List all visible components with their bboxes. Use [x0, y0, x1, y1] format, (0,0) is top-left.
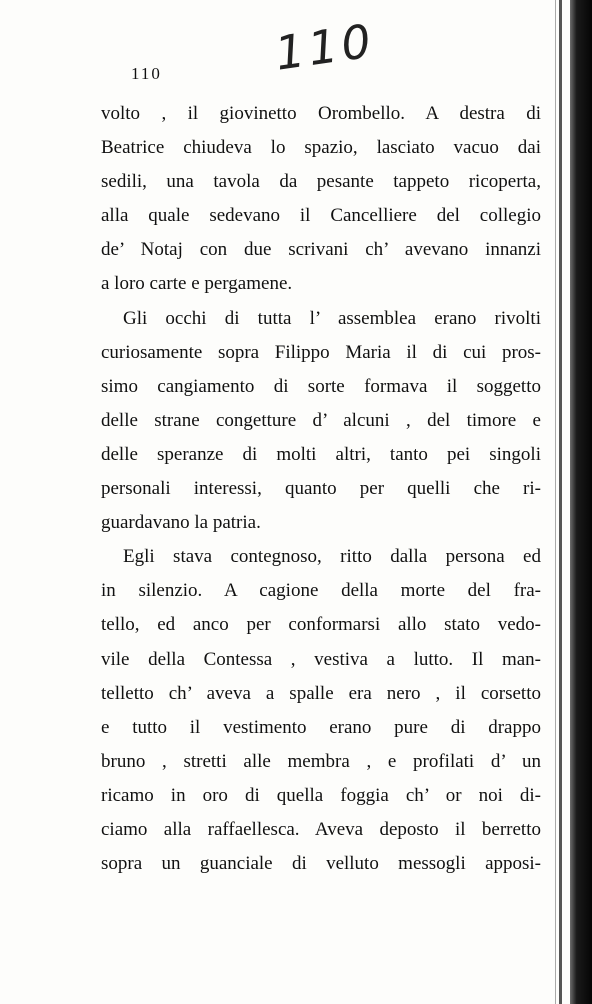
text-line: telletto ch’ aveva a spalle era nero , il corsetto: [101, 682, 541, 704]
text-line: guardavano la patria.: [101, 512, 261, 534]
printed-page-number: 110: [131, 64, 162, 83]
text-line: simo cangiamento di sorte formava il soggetto: [101, 375, 541, 397]
text-line: bruno , stretti alle membra , e profilati d’ un: [101, 750, 541, 772]
text-line: sedili, una tavola da pesante tappeto ricoperta,: [101, 171, 541, 193]
text-line: curiosamente sopra Filippo Maria il di cui pros-: [101, 341, 541, 363]
text-line: a loro carte e pergamene.: [101, 273, 293, 295]
text-line: Egli stava contegnoso, ritto dalla persona ed: [123, 546, 541, 568]
text-line: delle speranze di molti altri, tanto pei singoli: [101, 443, 541, 465]
text-line: alla quale sedevano il Cancelliere del collegio: [101, 205, 541, 227]
text-line: in silenzio. A cagione della morte del fra-: [101, 580, 541, 602]
page-edge-shadow-line: [555, 0, 556, 1004]
text-line: Beatrice chiudeva lo spazio, lasciato vacuo dai: [101, 137, 541, 159]
text-line: ciamo alla raffaellesca. Aveva deposto il berretto: [101, 818, 541, 840]
text-line: personali interessi, quanto per quelli che ri-: [101, 478, 541, 500]
handwritten-page-number: 110: [271, 13, 379, 81]
body-text: [101, 97, 541, 881]
text-line: delle strane congetture d’ alcuni , del timore e: [101, 409, 541, 431]
page-edge-shadow: [570, 0, 592, 1004]
text-line: tello, ed anco per conformarsi allo stato vedo-: [101, 614, 541, 636]
text-line: sopra un guanciale di velluto messogli apposi-: [101, 853, 541, 875]
text-line: Gli occhi di tutta l’ assemblea erano rivolti: [123, 307, 541, 329]
text-line: e tutto il vestimento erano pure di drappo: [101, 716, 541, 738]
page-edge-line: [559, 0, 562, 1004]
text-line: de’ Notaj con due scrivani ch’ avevano innanzi: [101, 239, 541, 261]
text-line: volto , il giovinetto Orombello. A destra di: [101, 103, 541, 124]
text-line: vile della Contessa , vestiva a lutto. Il man-: [101, 648, 541, 670]
text-line: ricamo in oro di quella foggia ch’ or noi di-: [101, 784, 541, 806]
